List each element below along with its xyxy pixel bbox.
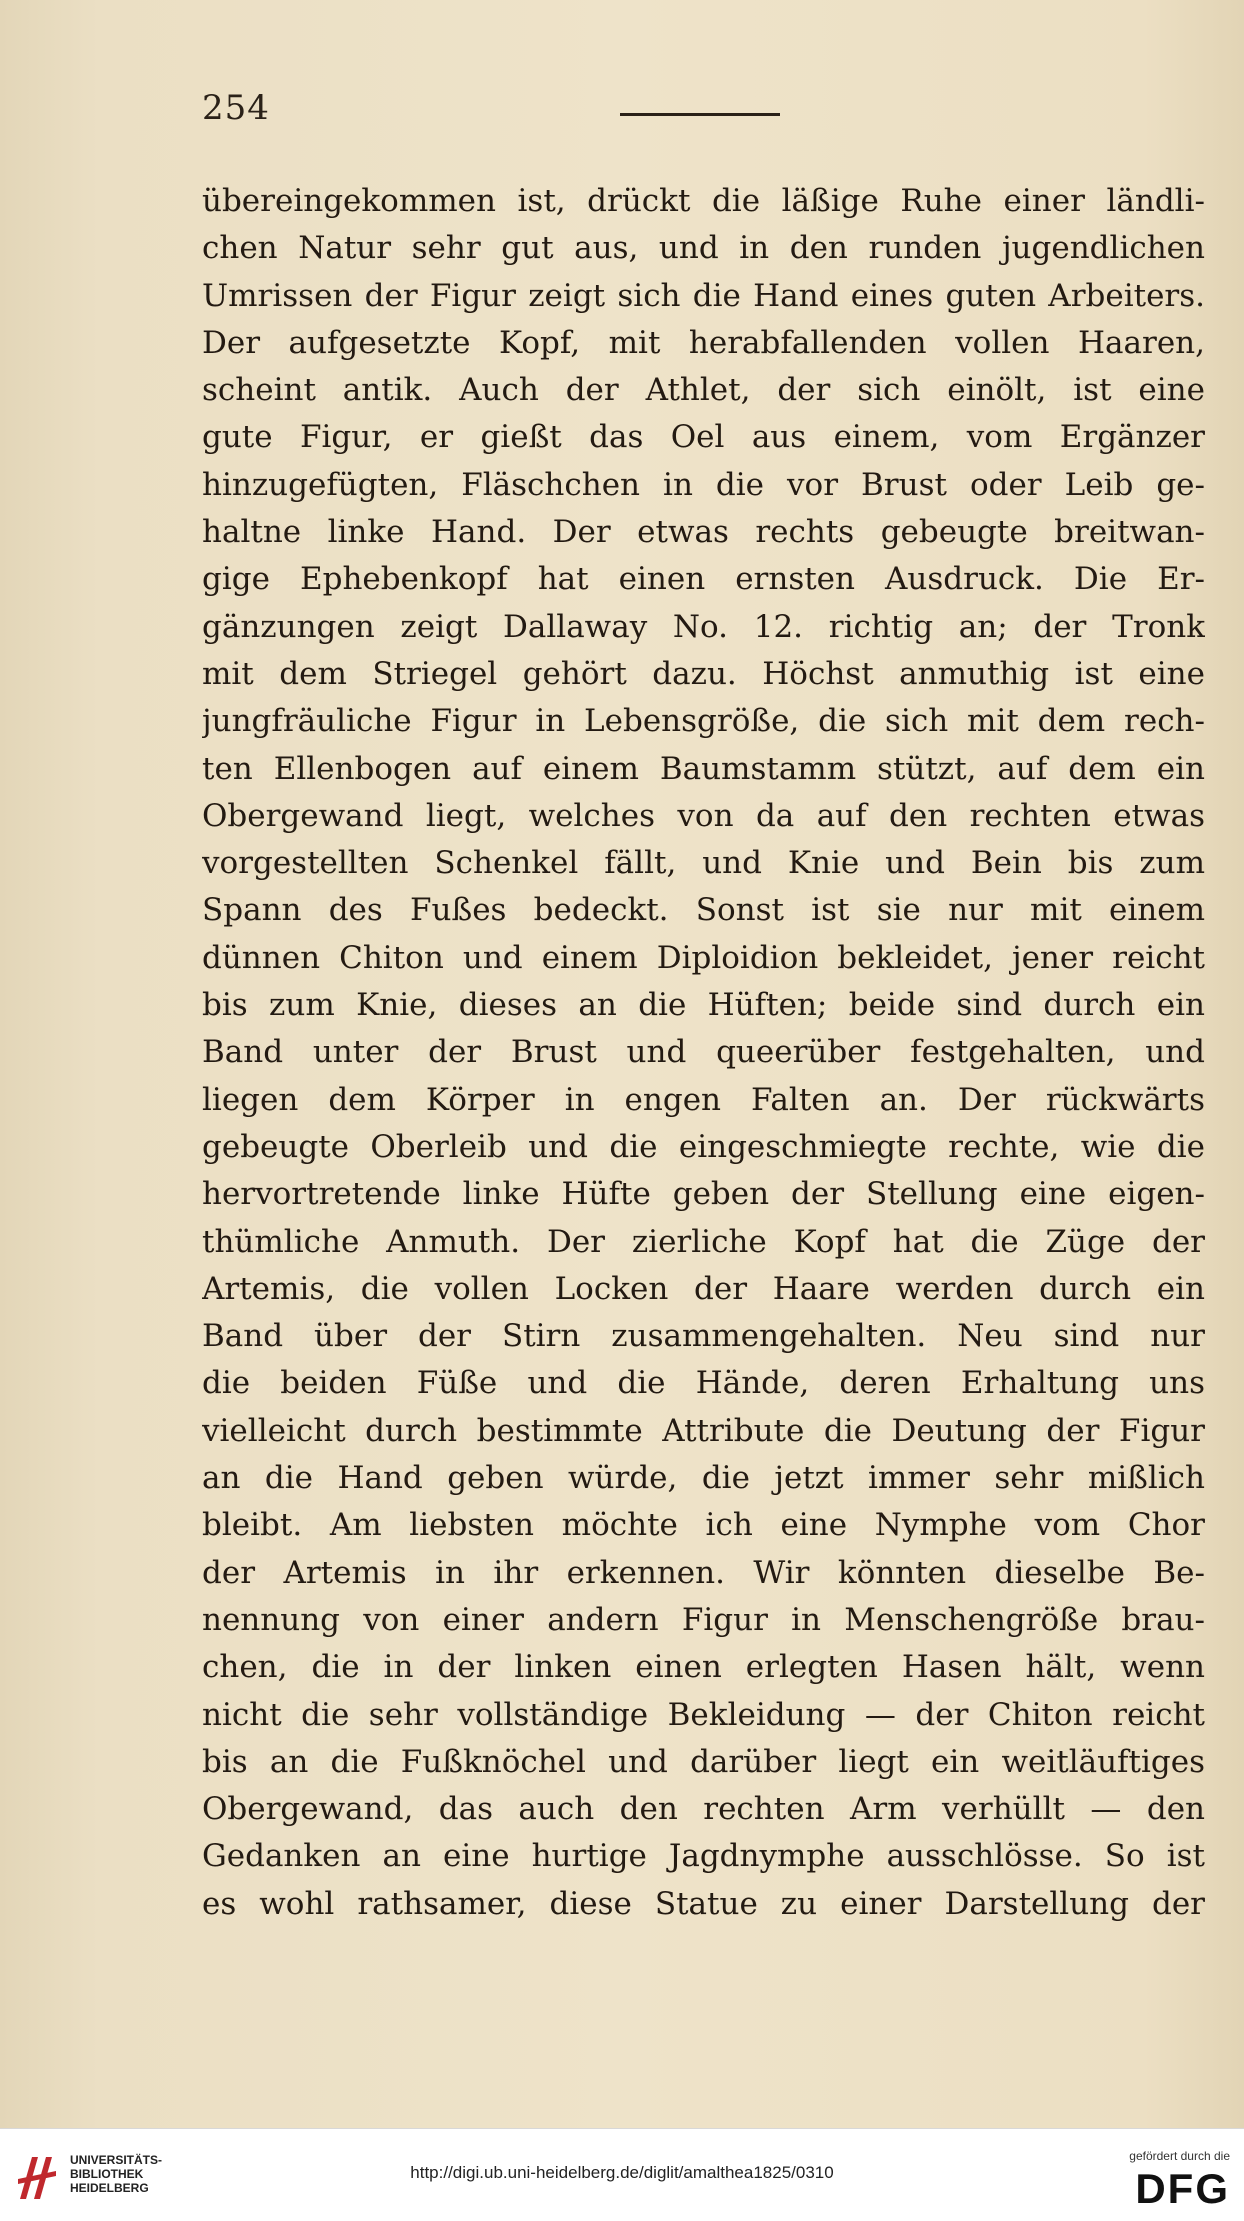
text-line: gige Ephebenkopf hat einen ernsten Ausdruck. Die Er-: [202, 561, 1205, 598]
text-line: vorgestellten Schenkel fällt, und Knie und Bein bis zum: [202, 845, 1205, 882]
text-line: chen, die in der linken einen erlegten Hasen hält, wenn: [202, 1649, 1205, 1686]
text-line: hinzugefügten, Fläschchen in die vor Brust oder Leib ge-: [202, 466, 1205, 503]
text-line: Band über der Stirn zusammengehalten. Neu sind nur: [202, 1318, 1205, 1355]
text-line: ten Ellenbogen auf einem Baumstamm stützt, auf dem ein: [202, 750, 1205, 787]
header-rule: [620, 113, 780, 116]
text-line: Artemis, die vollen Locken der Haare werden durch ein: [202, 1270, 1205, 1307]
text-line: gute Figur, er gießt das Oel aus einem, vom Ergänzer: [202, 419, 1205, 456]
library-name-line: UNIVERSITÄTS-: [70, 2153, 163, 2167]
text-line: chen Natur sehr gut aus, und in den runden jugendlichen: [202, 230, 1205, 267]
text-line: nennung von einer andern Figur in Menschengröße brau-: [202, 1601, 1205, 1638]
text-line: bis zum Knie, dieses an die Hüften; beide sind durch ein: [202, 987, 1205, 1024]
text-line: Umrissen der Figur zeigt sich die Hand eines guten Arbeiters.: [202, 277, 1205, 314]
text-line: es wohl rathsamer, diese Statue zu einer Darstellung der: [202, 1885, 1205, 1922]
text-line: Der aufgesetzte Kopf, mit herabfallenden vollen Haaren,: [202, 324, 1205, 361]
text-line: jungfräuliche Figur in Lebensgröße, die sich mit dem rech-: [202, 703, 1205, 740]
text-line: bis an die Fußknöchel und darüber liegt ein weitläuftiges: [202, 1743, 1205, 1780]
text-line: bleibt. Am liebsten möchte ich eine Nymphe vom Chor: [202, 1507, 1205, 1544]
text-line: mit dem Striegel gehört dazu. Höchst anmuthig ist eine: [202, 655, 1205, 692]
viewer-footer: [0, 2128, 1244, 2221]
text-line: Obergewand, das auch den rechten Arm verhüllt — den: [202, 1791, 1205, 1828]
text-line: Band unter der Brust und queerüber festgehalten, und: [202, 1034, 1205, 1071]
library-name-line: BIBLIOTHEK: [70, 2167, 144, 2181]
body-text: [202, 178, 1205, 1928]
dfg-logo: DFG: [1135, 2165, 1230, 2212]
text-line: nicht die sehr vollständige Bekleidung — der Chiton reicht: [202, 1696, 1205, 1733]
text-line: gänzungen zeigt Dallaway No. 12. richtig an; der Tronk: [202, 608, 1205, 645]
page-number: 254: [202, 88, 270, 128]
text-line: hervortretende linke Hüfte geben der Stellung eine eigen-: [202, 1176, 1205, 1213]
text-line: die beiden Füße und die Hände, deren Erhaltung uns: [202, 1365, 1205, 1402]
text-line: an die Hand geben würde, die jetzt immer sehr mißlich: [202, 1460, 1205, 1497]
text-line: Spann des Fußes bedeckt. Sonst ist sie nur mit einem: [202, 892, 1205, 929]
text-line: Gedanken an eine hurtige Jagdnymphe ausschlösse. So ist: [202, 1838, 1205, 1875]
text-line: Obergewand liegt, welches von da auf den rechten etwas: [202, 797, 1205, 834]
text-line: gebeugte Oberleib und die eingeschmiegte rechte, wie die: [202, 1128, 1205, 1165]
funding-label: gefördert durch die: [1129, 2149, 1230, 2163]
permalink-url[interactable]: http://digi.ub.uni-heidelberg.de/diglit/amalthea1825/0310: [410, 2163, 834, 2182]
text-line: haltne linke Hand. Der etwas rechts gebeugte breitwan-: [202, 514, 1205, 551]
text-line: thümliche Anmuth. Der zierliche Kopf hat die Züge der: [202, 1223, 1205, 1260]
library-name-line: HEIDELBERG: [70, 2181, 149, 2195]
text-line: vielleicht durch bestimmte Attribute die Deutung der Figur: [202, 1412, 1205, 1449]
text-line: dünnen Chiton und einem Diploidion bekleidet, jener reicht: [202, 939, 1205, 976]
text-line: übereingekommen ist, drückt die läßige Ruhe einer ländli-: [202, 183, 1205, 219]
text-line: der Artemis in ihr erkennen. Wir könnten dieselbe Be-: [202, 1554, 1205, 1591]
text-line: scheint antik. Auch der Athlet, der sich einölt, ist eine: [202, 372, 1205, 409]
text-line: liegen dem Körper in engen Falten an. Der rückwärts: [202, 1081, 1205, 1118]
